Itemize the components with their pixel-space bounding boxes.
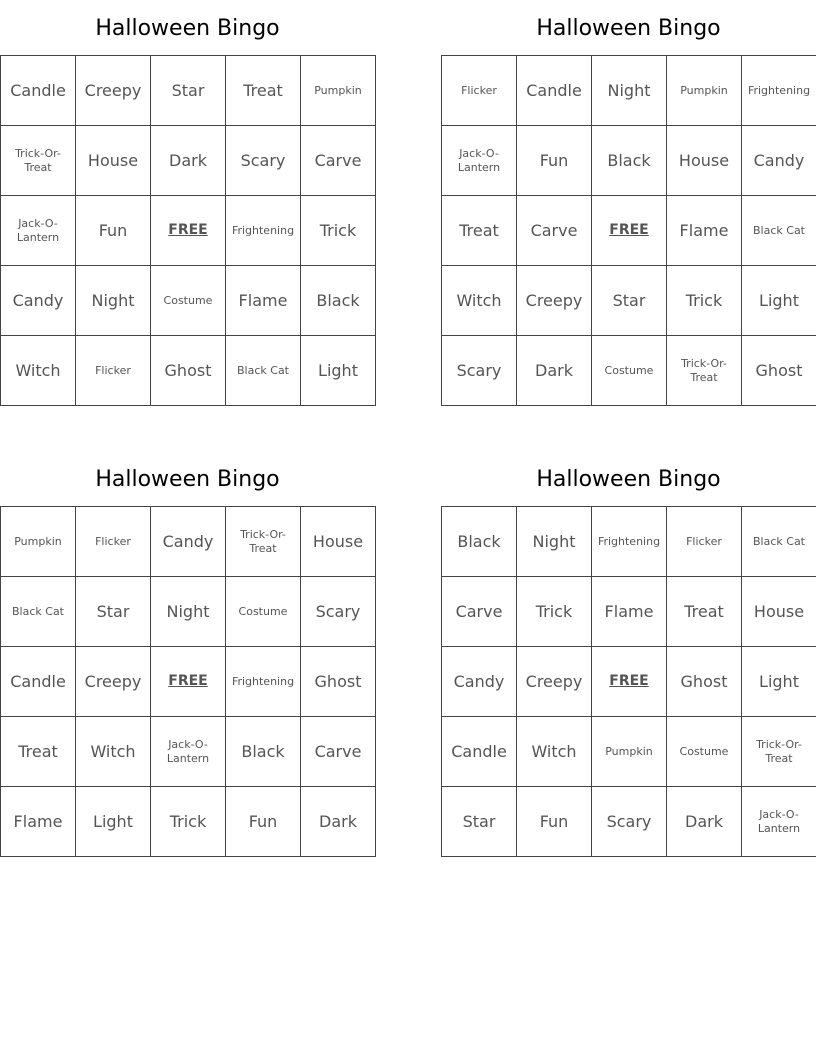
bingo-cell: Witch — [76, 717, 151, 787]
bingo-grid — [0, 506, 376, 857]
bingo-cell: Night — [76, 266, 151, 336]
bingo-cell: Carve — [517, 196, 592, 266]
bingo-cell: Black Cat — [226, 336, 301, 406]
bingo-cell: Scary — [592, 787, 667, 857]
bingo-cell: Jack-O-Lantern — [1, 196, 76, 266]
bingo-grid — [441, 506, 816, 857]
bingo-cell: Light — [742, 647, 816, 717]
bingo-cell: Pumpkin — [592, 717, 667, 787]
bingo-row — [1, 787, 376, 857]
card-title: Halloween Bingo — [536, 16, 721, 41]
bingo-cell: Black Cat — [1, 577, 76, 647]
bingo-cell: Dark — [151, 126, 226, 196]
bingo-cell: Night — [592, 56, 667, 126]
bingo-row — [1, 196, 376, 266]
bingo-cell: Pumpkin — [301, 56, 376, 126]
bingo-cell: Creepy — [76, 56, 151, 126]
bingo-row — [1, 647, 376, 717]
bingo-row — [442, 717, 816, 787]
bingo-cell: Candle — [442, 717, 517, 787]
bingo-cell: Star — [151, 56, 226, 126]
bingo-cell: Star — [592, 266, 667, 336]
bingo-row — [1, 336, 376, 406]
card-title: Halloween Bingo — [95, 16, 280, 41]
bingo-cell: Carve — [301, 717, 376, 787]
bingo-cell: Fun — [76, 196, 151, 266]
bingo-row — [442, 507, 816, 577]
bingo-cell: Flame — [592, 577, 667, 647]
free-space: FREE — [151, 647, 226, 717]
bingo-cell: Frightening — [592, 507, 667, 577]
free-space: FREE — [592, 647, 667, 717]
bingo-cell: Trick — [667, 266, 742, 336]
bingo-row — [442, 336, 816, 406]
bingo-cell: Night — [517, 507, 592, 577]
bingo-cell: Treat — [667, 577, 742, 647]
bingo-cell: Dark — [301, 787, 376, 857]
bingo-cell: Flicker — [76, 507, 151, 577]
bingo-cell: Trick-Or-Treat — [1, 126, 76, 196]
bingo-cell: Scary — [442, 336, 517, 406]
bingo-cell: Flame — [667, 196, 742, 266]
bingo-cell: Treat — [226, 56, 301, 126]
bingo-cell: House — [301, 507, 376, 577]
bingo-cell: Ghost — [301, 647, 376, 717]
bingo-cell: Star — [76, 577, 151, 647]
bingo-row — [442, 126, 816, 196]
bingo-cell: Jack-O-Lantern — [151, 717, 226, 787]
bingo-cell: Frightening — [226, 196, 301, 266]
bingo-cell: Jack-O-Lantern — [742, 787, 816, 857]
bingo-cell: Light — [76, 787, 151, 857]
bingo-grid — [0, 55, 376, 406]
bingo-cell: Carve — [301, 126, 376, 196]
bingo-cell: Black Cat — [742, 507, 816, 577]
free-space: FREE — [592, 196, 667, 266]
bingo-cell: Candy — [151, 507, 226, 577]
bingo-cell: Costume — [151, 266, 226, 336]
bingo-cell: Dark — [517, 336, 592, 406]
bingo-cell: Jack-O-Lantern — [442, 126, 517, 196]
bingo-row — [1, 577, 376, 647]
bingo-row — [1, 56, 376, 126]
bingo-cell: Scary — [301, 577, 376, 647]
bingo-cell: House — [667, 126, 742, 196]
bingo-row — [442, 647, 816, 717]
bingo-cell: House — [742, 577, 816, 647]
bingo-cell: Star — [442, 787, 517, 857]
bingo-cell: Costume — [592, 336, 667, 406]
bingo-cell: Ghost — [667, 647, 742, 717]
bingo-cell: Trick-Or-Treat — [667, 336, 742, 406]
bingo-cell: Trick-Or-Treat — [742, 717, 816, 787]
bingo-row — [1, 126, 376, 196]
bingo-cell: Costume — [226, 577, 301, 647]
bingo-row — [1, 507, 376, 577]
bingo-cell: Costume — [667, 717, 742, 787]
bingo-cell: Scary — [226, 126, 301, 196]
bingo-cell: Treat — [1, 717, 76, 787]
bingo-row — [442, 56, 816, 126]
bingo-cell: Witch — [517, 717, 592, 787]
card-title: Halloween Bingo — [536, 467, 721, 492]
bingo-cell: Candy — [442, 647, 517, 717]
bingo-cell: Treat — [442, 196, 517, 266]
bingo-cell: Candle — [1, 647, 76, 717]
bingo-cell: Ghost — [151, 336, 226, 406]
free-space: FREE — [151, 196, 226, 266]
bingo-cell: Black — [226, 717, 301, 787]
bingo-cell: Flame — [1, 787, 76, 857]
bingo-cell: Trick — [301, 196, 376, 266]
bingo-cell: Witch — [1, 336, 76, 406]
bingo-cell: Carve — [442, 577, 517, 647]
bingo-cell: Fun — [226, 787, 301, 857]
bingo-cell: Black — [592, 126, 667, 196]
bingo-cell: Flicker — [442, 56, 517, 126]
bingo-cell: Flame — [226, 266, 301, 336]
bingo-cell: Trick — [517, 577, 592, 647]
bingo-cell: Flicker — [667, 507, 742, 577]
bingo-cell: Fun — [517, 787, 592, 857]
bingo-grid — [441, 55, 816, 406]
bingo-cell: Trick — [151, 787, 226, 857]
bingo-cell: Witch — [442, 266, 517, 336]
bingo-row — [1, 266, 376, 336]
bingo-cell: Black Cat — [742, 196, 816, 266]
bingo-cell: Candy — [1, 266, 76, 336]
bingo-cell: Black — [442, 507, 517, 577]
bingo-cell: Frightening — [742, 56, 816, 126]
bingo-cell: Candle — [517, 56, 592, 126]
bingo-row — [1, 717, 376, 787]
bingo-cell: Pumpkin — [1, 507, 76, 577]
bingo-cell: Light — [301, 336, 376, 406]
bingo-row — [442, 196, 816, 266]
bingo-cell: Creepy — [76, 647, 151, 717]
bingo-row — [442, 577, 816, 647]
card-title: Halloween Bingo — [95, 467, 280, 492]
bingo-cell: Flicker — [76, 336, 151, 406]
bingo-cell: Black — [301, 266, 376, 336]
bingo-cell: Dark — [667, 787, 742, 857]
bingo-row — [442, 787, 816, 857]
bingo-cell: Creepy — [517, 647, 592, 717]
bingo-cell: Frightening — [226, 647, 301, 717]
bingo-cell: Night — [151, 577, 226, 647]
bingo-cell: House — [76, 126, 151, 196]
bingo-cell: Trick-Or-Treat — [226, 507, 301, 577]
bingo-cell: Light — [742, 266, 816, 336]
bingo-cell: Pumpkin — [667, 56, 742, 126]
bingo-cell: Fun — [517, 126, 592, 196]
bingo-cell: Creepy — [517, 266, 592, 336]
bingo-row — [442, 266, 816, 336]
bingo-cell: Ghost — [742, 336, 816, 406]
bingo-cell: Candy — [742, 126, 816, 196]
bingo-cell: Candle — [1, 56, 76, 126]
